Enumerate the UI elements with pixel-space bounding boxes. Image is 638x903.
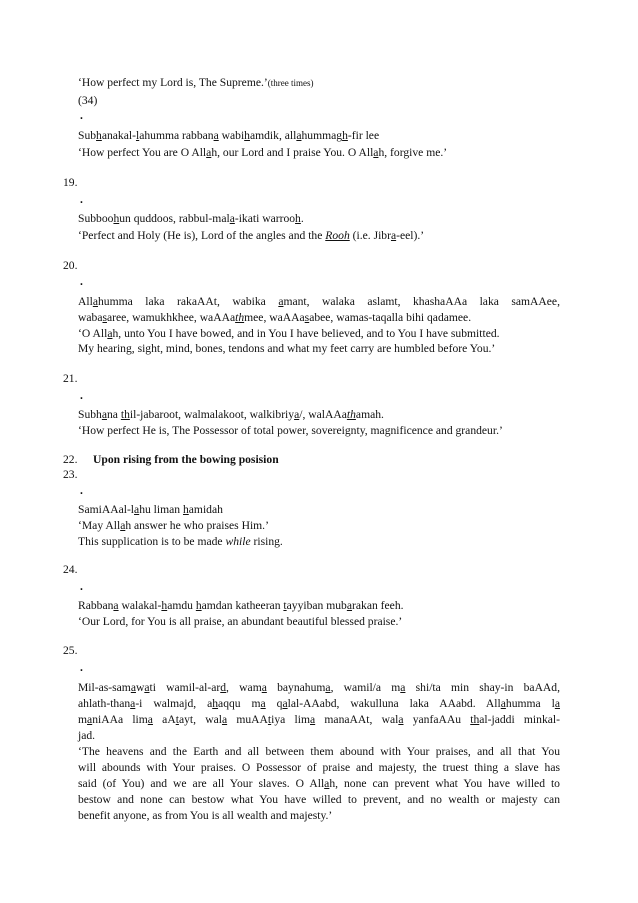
section-25-translation-3: said (of You) and we are all Your slaves. O Allah, none can prevent what You have willed to <box>78 777 560 790</box>
intro-reference: (34) <box>78 94 98 107</box>
intro-translation: ‘How perfect my Lord is, The Supreme.’(three times) <box>78 76 314 89</box>
section-23-transliteration: SamiAAal-lahu liman hamidah <box>78 503 223 516</box>
section-25-transliteration-2: ahlath-thana-i walmajd, ahaqqu ma qalal-AAabd, wakulluna laka AAabd. Allahumma la <box>78 697 560 710</box>
intro-note: (three times) <box>267 78 314 88</box>
section-19-number: 19. <box>63 176 78 189</box>
section-22-number: 22. <box>63 453 78 466</box>
section-21-arabic-placeholder: . <box>80 389 83 402</box>
section-25-translation-4: bestow and none can bestow what You have willed to prevent, and no wealth or majesty can <box>78 793 560 806</box>
section-23-translation: ‘May Allah answer he who praises Him.’ <box>78 519 269 532</box>
section-24-translation: ‘Our Lord, for You is all praise, an abundant beautiful blessed praise.’ <box>78 615 403 628</box>
section-21-translation: ‘How perfect He is, The Possessor of total power, sovereignty, magnificence and grandeur.’ <box>78 424 503 437</box>
section-25-number: 25. <box>63 644 78 657</box>
section-20-translation-2: My hearing, sight, mind, bones, tendons and what my feet carry are humbled before You.’ <box>78 342 496 355</box>
section-25-transliteration-3: maniAAa lima aAtayt, wala muAAtiya lima manaAAt, wala yanfaAAu thal-jaddi minkal- <box>78 713 560 726</box>
section-21-transliteration: Subhana thil-jabaroot, walmalakoot, walkibriya/, walAAathamah. <box>78 408 384 421</box>
section-20-transliteration-2: wabasaree, wamukhkhee, waAAathmee, waAAasabee, wamas-taqalla bihi qadamee. <box>78 311 472 324</box>
section-23-note: This supplication is to be made while rising. <box>78 535 283 548</box>
section-23-number: 23. <box>63 468 78 481</box>
section-24-number: 24. <box>63 563 78 576</box>
section-25-arabic-placeholder: . <box>80 661 83 674</box>
section-25-translation-1: ‘The heavens and the Earth and all between them abound with Your praises, and all that You <box>78 745 560 758</box>
section-25-translation-5: benefit anyone, as from You is all wealth and majesty.’ <box>78 809 333 822</box>
section-22-heading: Upon rising from the bowing posision <box>93 453 279 466</box>
intro-arabic-placeholder: . <box>80 109 83 122</box>
section-25-transliteration-1: Mil-as-samawati wamil-al-ard, wama baynahuma, wamil/a ma shi/ta min shay-in baAAd, <box>78 681 561 694</box>
section-23-arabic-placeholder: . <box>80 484 83 497</box>
section-20-number: 20. <box>63 259 78 272</box>
section-24-arabic-placeholder: . <box>80 580 83 593</box>
section-19-translation: ‘Perfect and Holy (He is), Lord of the angles and the Rooh (i.e. Jibra-eel).’ <box>78 229 425 242</box>
intro-transliteration: Subhanakal-lahumma rabbana wabihamdik, allahummagh-fir lee <box>78 129 380 142</box>
section-20-arabic-placeholder: . <box>80 275 83 288</box>
section-20-translation-1: ‘O Allah, unto You I have bowed, and in You I have believed, and to You I have submitted. <box>78 327 500 340</box>
section-20-transliteration-1: Allahumma laka rakaAAt, wabika amant, walaka aslamt, khashaAAa laka samAAee, <box>78 295 560 308</box>
intro-translation-2: ‘How perfect You are O Allah, our Lord and I praise You. O Allah, forgive me.’ <box>78 146 448 159</box>
section-25-transliteration-4: jad. <box>78 729 96 742</box>
section-19-arabic-placeholder: . <box>80 193 83 206</box>
section-19-transliteration: Subboohun quddoos, rabbul-mala-ikati warrooh. <box>78 212 304 225</box>
section-25-translation-2: will abounds with Your praises. O Possessor of praise and majesty, the truest thing a slave has <box>78 761 560 774</box>
section-24-transliteration: Rabbana walakal-hamdu hamdan katheeran tayyiban mubarakan feeh. <box>78 599 404 612</box>
section-21-number: 21. <box>63 372 78 385</box>
